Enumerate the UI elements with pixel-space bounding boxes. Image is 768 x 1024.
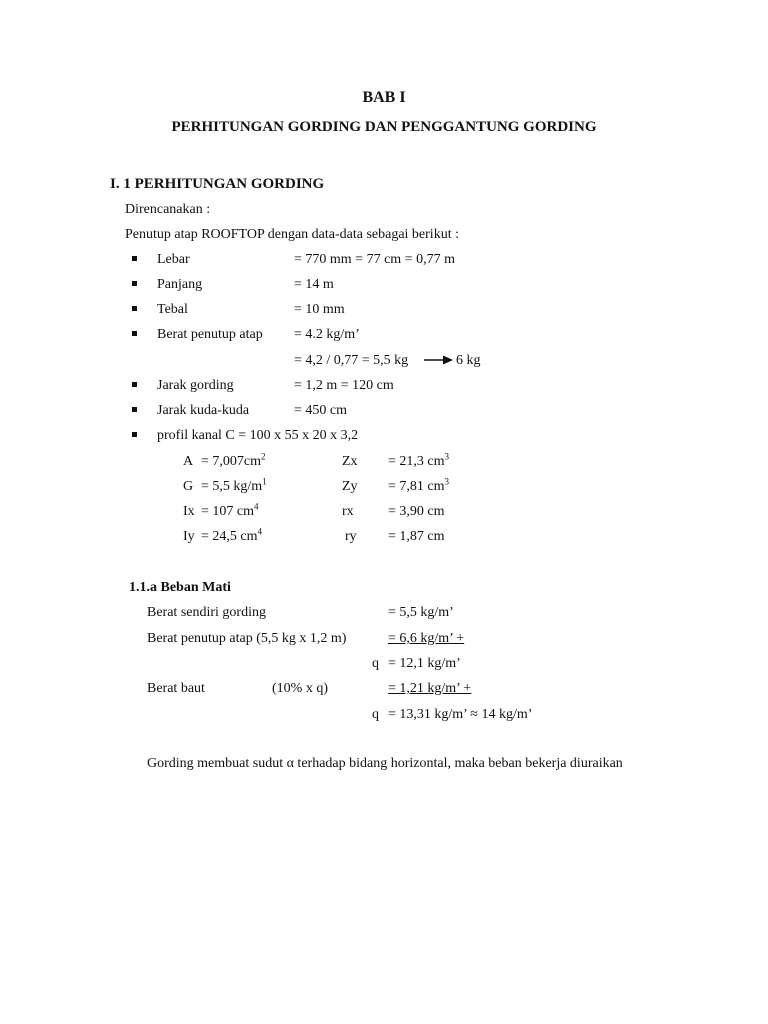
spec-jarak-kuda-value: = 450 cm [294, 403, 347, 418]
bullet [132, 256, 137, 261]
bullet [132, 382, 137, 387]
spec-jarak-kuda-label: Jarak kuda-kuda [157, 403, 250, 418]
prop-iy-label: Iy [183, 529, 195, 544]
load-bolt-value: = 1,21 kg/m’ + [388, 681, 472, 696]
prop-g-label: G [183, 479, 194, 494]
spec-lebar-value: = 770 mm = 77 cm = 0,77 m [294, 252, 455, 267]
bullet [132, 306, 137, 311]
load-roof-value: = 6,6 kg/m’ + [388, 631, 465, 646]
arrow-right-icon [424, 354, 454, 366]
load-subtotal-value: = 12,1 kg/m’ [388, 656, 461, 671]
spec-berat-label: Berat penutup atap [157, 327, 263, 342]
load-bolt-factor: (10% x q) [272, 681, 328, 696]
spec-tebal-label: Tebal [157, 302, 188, 317]
spec-jarak-gording-label: Jarak gording [157, 378, 234, 393]
bullet [132, 432, 137, 437]
load-self-weight-value: = 5,5 kg/m’ [388, 605, 454, 620]
prop-zx: = 21,3 $cm^3$ [388, 451, 449, 469]
prop-rx-label: rx [342, 504, 354, 519]
spec-tebal-value: = 10 mm [294, 302, 345, 317]
subsection-title: 1.1.a Beban Mati [129, 580, 231, 595]
bullet [132, 281, 137, 286]
prop-rx: = 3,90 cm [388, 504, 445, 519]
spec-panjang-value: = 14 m [294, 277, 334, 292]
load-total-value: = 13,31 kg/m’ ≈ 14 kg/m’ [388, 707, 533, 722]
bullet [132, 407, 137, 412]
section-title: I. 1 PERHITUNGAN GORDING [110, 176, 325, 192]
prop-zx-label: Zx [342, 454, 358, 469]
prop-ry: = 1,87 cm [388, 529, 445, 544]
chapter-title: PERHITUNGAN GORDING DAN PENGGANTUNG GORDING [171, 119, 597, 135]
intro-planned: Direncanakan : [125, 202, 211, 217]
prop-a-label: A [183, 454, 194, 469]
load-subtotal-q: q [372, 656, 379, 671]
spec-profil: profil kanal C = 100 x 55 x 20 x 3,2 [157, 428, 359, 443]
prop-iy: = 24,5 $cm^4$ [201, 526, 262, 544]
spec-berat-calc: = 4,2 / 0,77 = 5,5 kg [294, 353, 409, 368]
prop-zy-label: Zy [342, 479, 358, 494]
spec-berat-rounded: 6 kg [456, 353, 481, 368]
load-total-q: q [372, 707, 379, 722]
prop-ry-label: ry [345, 529, 357, 544]
prop-g: = 5,5 $kg/m^1$ [201, 476, 267, 494]
closing-paragraph: Gording membuat sudut α terhadap bidang horizontal, maka beban bekerja diuraikan [147, 756, 623, 771]
load-roof-label: Berat penutup atap (5,5 kg x 1,2 m) [147, 631, 347, 646]
prop-zy: = 7,81 $cm^3$ [388, 476, 449, 494]
intro-roof-cover: Penutup atap ROOFTOP dengan data-data sebagai berikut : [125, 227, 459, 242]
load-self-weight-label: Berat sendiri gording [147, 605, 266, 620]
chapter-heading: BAB I [362, 89, 406, 106]
spec-jarak-gording-value: = 1,2 m = 120 cm [294, 378, 394, 393]
spec-berat-value: = 4.2 kg/m’ [294, 327, 360, 342]
prop-ix-label: Ix [183, 504, 195, 519]
spec-panjang-label: Panjang [157, 277, 203, 292]
bullet [132, 331, 137, 336]
prop-ix: = 107 $cm^4$ [201, 501, 259, 519]
spec-lebar-label: Lebar [157, 252, 190, 267]
prop-a: = $7,007cm^2$ [201, 451, 266, 469]
load-bolt-label: Berat baut [147, 681, 205, 696]
